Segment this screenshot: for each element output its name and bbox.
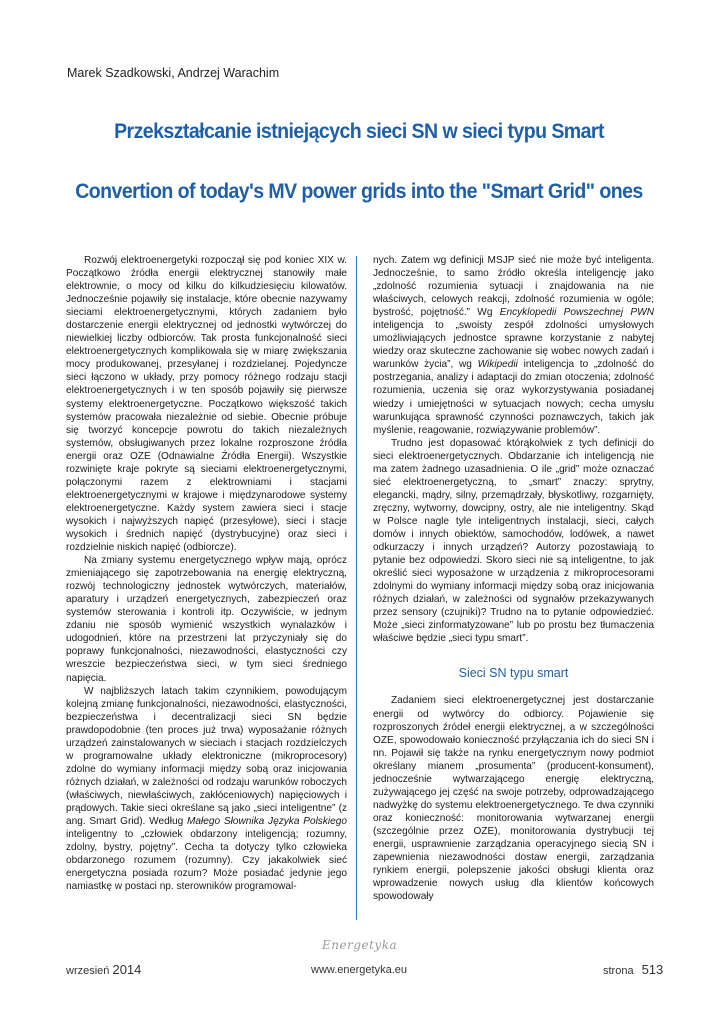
text-run: inteligentny to „człowiek obdarzony inteligencją; rozumny, zdolny, bystry, pojętny”. Cecha ta dotyczy tylko człowieka obdarzonego rozumem (rozumny). Czy jakakolwiek sieć energetyczna posiada rozum? Może posiadać jedynie jego namiastkę w postaci np. sterowników programowal- (66, 829, 347, 893)
section-heading: Sieci SN typu smart (458, 666, 569, 681)
text-run: inteligencja to „swoisty zespół zdolności umysłowych umożliwiających jednostce sprawne korzystanie z nabytej wiedzy oraz skuteczne zachowanie się wobec nowych zadań i warunków życia”, wg (373, 320, 654, 371)
page-num: 513 (641, 962, 664, 977)
paragraph: Zadaniem sieci elektroenergetycznej jest dostarczanie energii od wytwórcy do odbiorcy. Pojawienie się rozproszonych źródeł energii elektrycznej, a w szczególności OZE, spowodowało konieczność przyłączania ich do sieci SN i nn. Pojawił się także na rynku energetycznym nowy podmiot określany mianem „prosumenta” (producent-konsument), jednocześnie wytwarzającego energię elektryczną, zużywającego jej część na swoje potrzeby, odprowadzającego nadwyżkę do systemu elektroenergetycznego. Te dwa czynniki oraz konieczność: monitorowania wytwarzanej energii (szczególnie przez OZE), monitorowania dystrybucji tej energii, usprawnienie zarządzania operacyjnego siecią SN i zapewnienia niezawodności dostaw energii, zarządzania rynkiem energii, polepszenie jakości obsługi klienta oraz wprowadzenie nowych usług dla klientów końcowych spowodowały (373, 695, 654, 903)
title-english: Convertion of today's MV power grids into the "Smart Grid" ones (75, 180, 643, 203)
text-run: W najbliższych latach takim czynnikiem, powodującym kolejną zmianę funkcjonalności, niezawodności, elastyczności, bezpieczeństwa i decentralizacji sieci SN będzie prawdopodobnie (ten proces już trwa) wyposażanie różnych urządzeń zainstalowanych w sieciach i stacjach rozdzielczych w programowalne układy elektroniczne (mikroprocesory) zdolne do wymiany informacji między sobą oraz inicjowania różnych działań, w zależności od rodzaju warunków roboczych (właściwych, niewłaściwych, zakłóceniowych) napięciowych i prądowych. Takie sieci określane są jako „sieci inteligentne” (z ang. Smart Grid). Według (66, 685, 347, 828)
page-label: strona (603, 965, 634, 977)
publisher-logo: Energetyka (322, 938, 398, 952)
italic-title: Małego Słownika Języka Polskiego (186, 816, 347, 828)
website-link[interactable]: www.energetyka.eu (311, 964, 407, 976)
paragraph: Trudno jest dopasować którąkolwiek z tych definicji do sieci elektroenergetycznych. Obdarzanie ich inteligencją nie ma zatem żadnego uzasadnienia. O ile „grid” może oznaczać sieć elektroenergetyczną, to „smart” znaczy: sprytny, elegancki, mądry, silny, przemądrzały, błyskotliwy, rozgarnięty, zręczny, wytworny, dowcipny, ostry, ale nie inteligentny. Skąd w Polsce nagle tyle inteligentnych instalacji, sieci, całych domów i innych obiektów, samochodów, lodówek, a nawet odkurzaczy i innych urządzeń? Autorzy pozostawiają to pytanie bez odpowiedzi. Skoro sieci nie są inteligentne, to jak określić sieci wyposażone w urządzenia z mikroprocesorami zdolnymi do wymiany informacji między sobą oraz inicjowania różnych działań, w zależności od sygnałów przekazywanych przez sensory (czujniki)? Trudno na to pytanie odpowiedzieć. Może „sieci zinformatyzowane” lub po prostu bez tłumaczenia właściwe będzie „sieci typu smart”. (373, 437, 654, 645)
paragraph: Rozwój elektroenergetyki rozpoczął się pod koniec XIX w. Początkowo źródła energii elektrycznej stanowiły małe elektrownie, o mocy od kilku do kilkudziesięciu kilowatów. Jednocześnie pojawiły się instalacje, które obecnie nazywamy sieciami elektroenergetycznymi, których zadaniem było dostarczenie energii elektrycznej od jednostki wytwórczej do niewielkiej liczby odbiorców. Tak prosta funkcjonalność sieci elektroenergetycznych komplikowała się w miarę zwiększania mocy produkowanej, przesyłanej i rozdzielanej. Pojedyncze sieci łączono w układy, przy pomocy różnego rodzaju stacji elektroenergetycznych i w ten sposób pojawiły się pierwsze systemy elektroenergetyczne. Początkowo większość takich systemów pracowała niezależnie od siebie. Obecnie próbuje się tworzyć koncepcje powrotu do takich niezależnych systemów, obsługiwanych przez lokalne rozproszone źródła energii oraz OZE (Odnawialne Źródła Energii). Wszystkie rozwinięte kraje pokryte są sieciami elektroenergetycznymi, połączonymi razem z elektrowniami i stacjami elektroenergetycznymi w krajowe i międzynarodowe systemy elektroenergetyczne. Każdy system zawiera sieci i stacje wysokich i najwyższych napięć (przesyłowe), sieci i stacje wysokich i średnich napięć (dystrybucyjne) oraz sieci i rozdzielnie niskich napięć (odbiorcze). (66, 255, 347, 554)
column-divider (356, 256, 357, 920)
paragraph: Na zmiany systemu energetycznego wpływ mają, oprócz zmieniającego się zapotrzebowania na energię elektryczną, rozwój technologiczny jednostek wytwórczych, materiałów, aparatury i urządzeń energetycznych, zabezpieczeń oraz systemów sterowania i kontroli itp. Oczywiście, w jednym zdaniu nie sposób wymienić wszystkich wynalazków i udogodnień, które na przestrzeni lat przyczyniały się do poprawy funkcjonalności, niezawodności, elastyczności czy wreszcie bezpieczeństwa sieci, w tym sieci średniego napięcia. (66, 555, 347, 684)
paragraph (373, 254, 654, 437)
right-column (373, 254, 654, 903)
text-run: inteligencja to „zdolność do postrzegania, analizy i adaptacji do zmian otoczenia; zdolność rozumienia, uczenia się oraz wykorzystywania posiadanej wiedzy i umiejętności w sytuacjach nowych; cecha umysłu warunkująca sprawność czynności poznawczych, takich jak myślenie, reagowanie, rozwiązywanie problemów”. (373, 359, 655, 436)
page-number (603, 962, 663, 977)
issue-month: wrzesień (66, 965, 110, 977)
italic-title: Wikipedii (477, 359, 518, 371)
left-column (66, 254, 347, 893)
issue-year: 2014 (112, 962, 142, 977)
title-polish: Przekształcanie istniejących sieci SN w sieci typu Smart (114, 120, 604, 143)
authors: Marek Szadkowski, Andrzej Warachim (67, 66, 280, 80)
text-run: nych. Zatem wg definicji MSJP sieć nie może być inteligenta. Jednocześnie, to samo źródło określa inteligencję jako „zdolność rozumienia sytuacji i znajdowania na nie właściwych, celowych reakcji, zdolność rozumienia w ogóle; bystrość, pojętność.” Wg (373, 255, 654, 319)
paragraph (66, 685, 347, 894)
italic-title: Encyklopedii Powszechnej PWN (499, 307, 654, 319)
